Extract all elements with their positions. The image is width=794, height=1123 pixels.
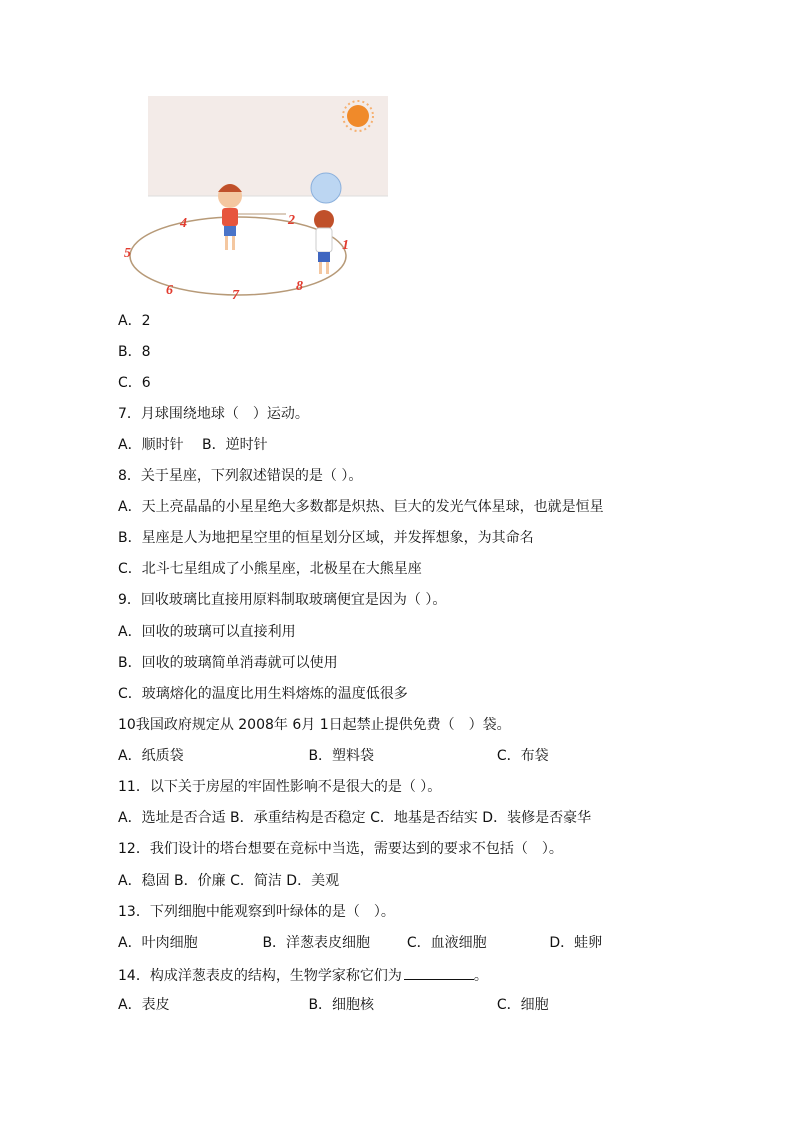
q10-options — [118, 747, 549, 765]
q9-option-b: B．回收的玻璃简单消毒就可以使用 — [118, 655, 338, 671]
q14-option-b: B．细胞核 — [308, 997, 375, 1013]
q9-option-a: A．回收的玻璃可以直接利用 — [118, 624, 296, 640]
q8-option-c: C．北斗七星组成了小熊星座，北极星在大熊星座 — [118, 561, 422, 577]
q7-options — [118, 436, 268, 454]
orbit-illustration — [118, 96, 390, 304]
orbit-ellipse — [130, 217, 346, 295]
q8-stem: 8．关于星座，下列叙述错误的是（ ）。 — [118, 468, 363, 484]
q11-stem: 11．以下关于房屋的牢固性影响不是很大的是（ ）。 — [118, 779, 442, 795]
position-number-4: 4 — [180, 216, 187, 231]
q7-option-b: B．逆时针 — [202, 437, 268, 453]
q10-stem: 10我国政府规定从 2008年 6月 1日起禁止提供免费（ ）袋。 — [118, 717, 511, 733]
q6-option-c: C．6 — [118, 375, 151, 391]
q14-stem-line — [118, 965, 488, 985]
q13-option-a: A．叶肉细胞 — [118, 935, 198, 951]
position-number-8: 8 — [296, 279, 303, 294]
q13-option-c: C．血液细胞 — [406, 935, 487, 951]
q11-options: A．选址是否合适 B．承重结构是否稳定 C．地基是否结实 D．装修是否豪华 — [118, 810, 592, 826]
q14-answer-blank — [404, 965, 474, 980]
q7-option-a: A．顺时针 — [118, 437, 184, 453]
q10-option-a: A．纸质袋 — [118, 748, 184, 764]
q14-stem-end: 。 — [473, 968, 488, 984]
q9-stem: 9．回收玻璃比直接用原料制取玻璃便宜是因为（ ）。 — [118, 592, 447, 608]
q6-option-b: B．8 — [118, 344, 151, 360]
child-right-figure — [311, 173, 341, 274]
q7-stem: 7．月球围绕地球（ ）运动。 — [118, 406, 309, 422]
position-number-2: 2 — [288, 213, 295, 228]
position-number-6: 6 — [166, 283, 173, 298]
q10-option-c: C．布袋 — [496, 748, 549, 764]
earth-globe — [311, 173, 341, 203]
q6-option-a: A．2 — [118, 313, 151, 329]
q9-option-c: C．玻璃熔化的温度比用生料熔炼的温度低很多 — [118, 686, 408, 702]
q8-option-a: A．天上亮晶晶的小星星绝大多数都是炽热、巨大的发光气体星球，也就是恒星 — [118, 499, 604, 515]
orbit-illustration-svg — [118, 96, 390, 304]
q12-stem: 12．我们设计的塔台想要在竞标中当选，需要达到的要求不包括（ ）。 — [118, 841, 563, 857]
q8-option-b: B．星座是人为地把星空里的恒星划分区域，并发挥想象，为其命名 — [118, 530, 534, 546]
q14-options — [118, 996, 549, 1014]
q13-option-d: D．蛙卵 — [549, 935, 603, 951]
position-number-5: 5 — [124, 246, 131, 261]
q14-stem: 14．构成洋葱表皮的结构，生物学家称它们为 — [118, 968, 402, 984]
position-number-1: 1 — [342, 238, 349, 253]
q13-option-b: B．洋葱表皮细胞 — [262, 935, 371, 951]
q13-stem: 13．下列细胞中能观察到叶绿体的是（ ）。 — [118, 904, 395, 920]
q12-options: A．稳固 B．价廉 C．简洁 D．美观 — [118, 873, 340, 889]
q13-options — [118, 934, 602, 952]
q10-option-b: B．塑料袋 — [308, 748, 375, 764]
q14-option-a: A．表皮 — [118, 997, 170, 1013]
position-number-7: 7 — [232, 288, 239, 303]
q14-option-c: C．细胞 — [496, 997, 549, 1013]
